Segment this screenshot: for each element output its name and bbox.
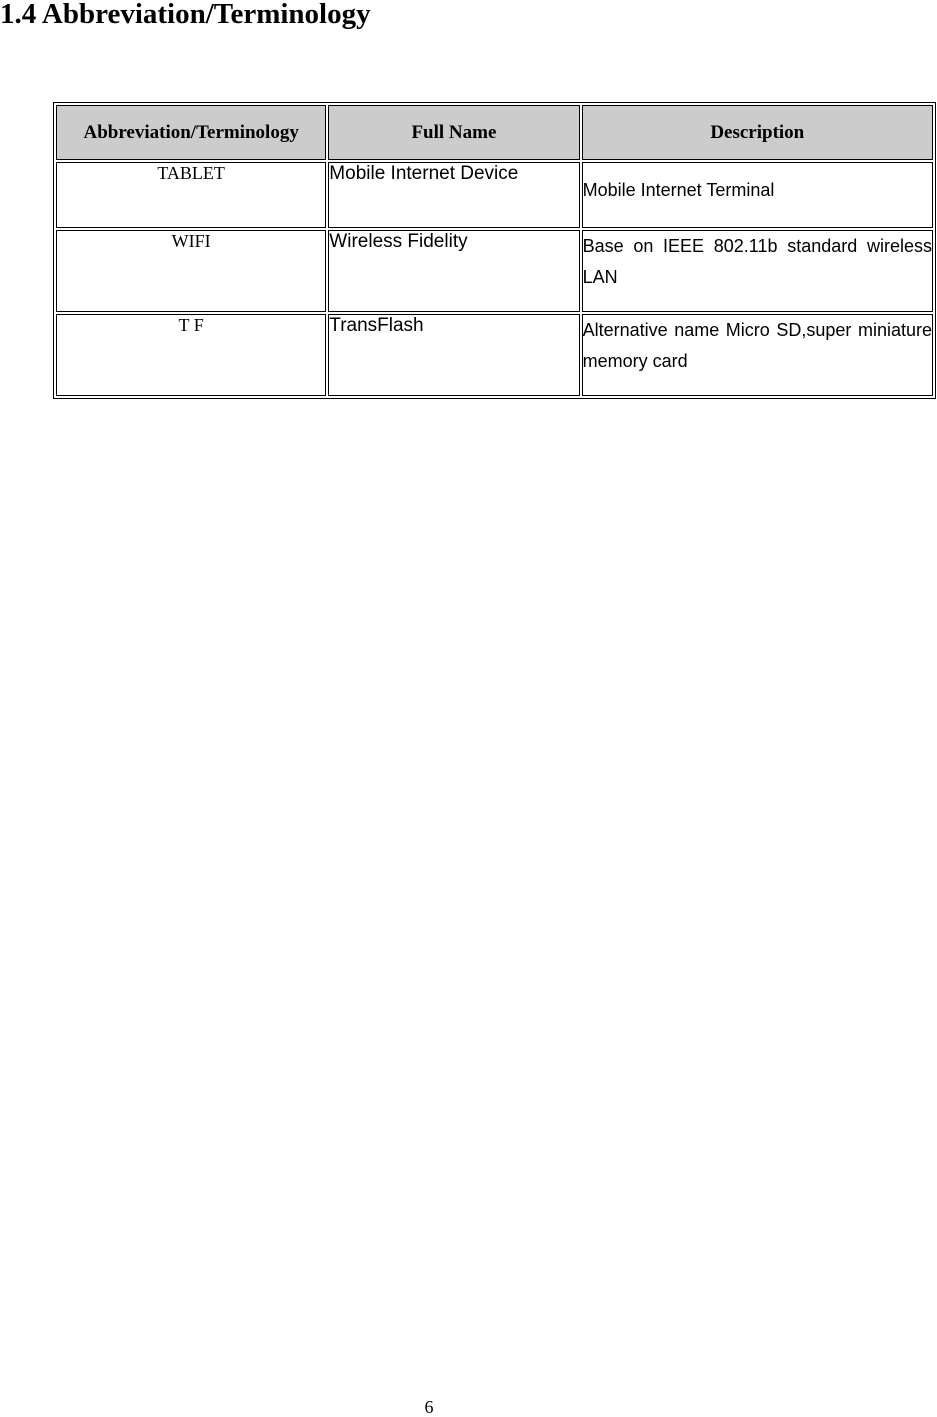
cell-abbreviation: WIFI	[56, 230, 326, 312]
cell-abbreviation: TABLET	[56, 162, 326, 228]
cell-full-name: Mobile Internet Device	[328, 162, 579, 228]
section-title: 1.4 Abbreviation/Terminology	[0, 0, 371, 30]
cell-description: Mobile Internet Terminal	[582, 162, 933, 228]
header-description: Description	[582, 105, 933, 160]
terminology-table-container	[53, 102, 936, 399]
header-abbreviation: Abbreviation/Terminology	[56, 105, 326, 160]
cell-abbreviation: T F	[56, 314, 326, 396]
cell-description: Base on IEEE 802.11b standard wireless LAN	[582, 230, 933, 312]
table-row	[56, 230, 933, 312]
table-row	[56, 162, 933, 228]
table-header	[56, 105, 933, 160]
cell-full-name: Wireless Fidelity	[328, 230, 579, 312]
page-number: 6	[424, 1397, 434, 1417]
header-row	[56, 105, 933, 160]
table-row	[56, 314, 933, 396]
table-body	[56, 162, 933, 396]
header-full-name: Full Name	[328, 105, 579, 160]
terminology-table	[53, 102, 936, 399]
cell-full-name: TransFlash	[328, 314, 579, 396]
cell-description: Alternative name Micro SD,super miniature memory card	[582, 314, 933, 396]
